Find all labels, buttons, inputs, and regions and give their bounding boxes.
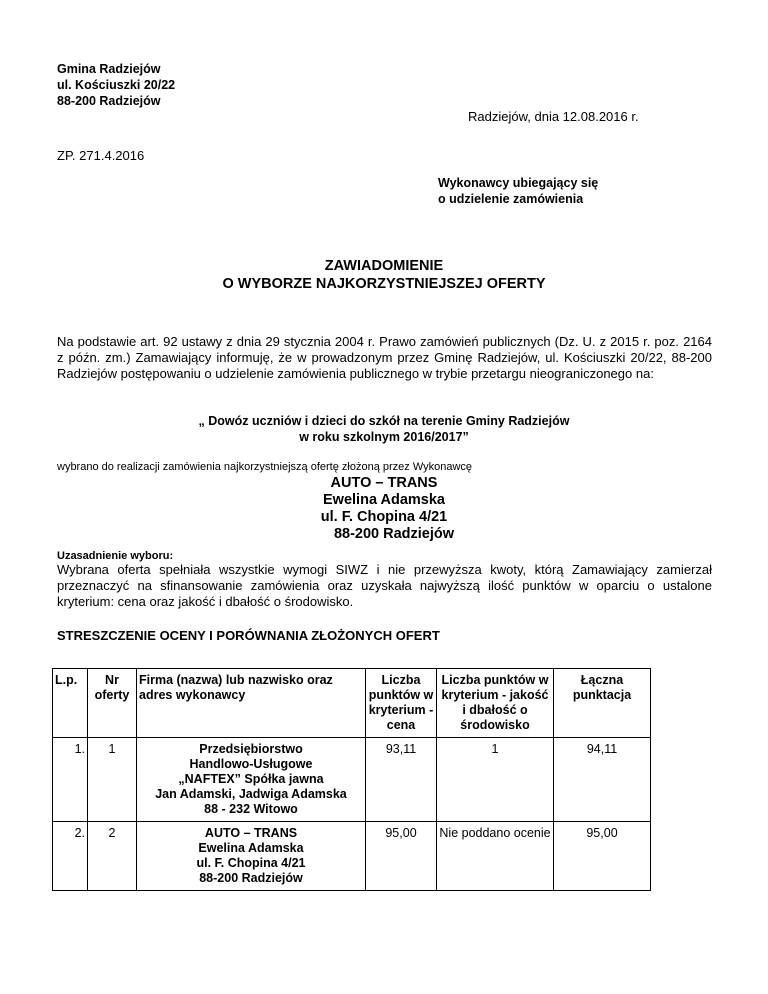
header-total-points: Łączna punktacja bbox=[554, 669, 651, 738]
sender-city: 88-200 Radziejów bbox=[57, 94, 161, 108]
title-line-1: ZAWIADOMIENIE bbox=[324, 258, 444, 274]
row-offer-number: 1 bbox=[88, 738, 137, 822]
row-price-points: 95,00 bbox=[366, 822, 437, 891]
header-price-points: Liczba punktów w kryterium - cena bbox=[366, 669, 437, 738]
winner-person: Ewelina Adamska bbox=[323, 492, 445, 508]
firm-line-3: ul. F. Chopina 4/21 bbox=[196, 856, 306, 870]
firm-line-1: Przedsiębiorstwo bbox=[199, 742, 303, 756]
row-lp: 2. bbox=[53, 822, 88, 891]
justification-text: Wybrana oferta spełniała wszystkie wymogi SIWZ i nie przewyższa kwoty, którą Zamawiający zamierzał przeznaczyć na sfinansowanie zamówienia oraz uzyskała najwyższą ilość punktów w oparciu o ustalone kryterium: cena oraz jakość i dbałość o środowisko. bbox=[57, 562, 712, 609]
header-offer-number: Nr oferty bbox=[88, 669, 137, 738]
sender-address bbox=[57, 61, 175, 109]
sender-street: ul. Kościuszki 20/22 bbox=[57, 78, 176, 92]
summary-heading: STRESZCZENIE OCENY I PORÓWNANIA ZŁOŻONYCH OFERT bbox=[57, 628, 440, 643]
winner-name: AUTO – TRANS bbox=[330, 475, 438, 491]
title-line-2: O WYBORZE NAJKORZYSTNIEJSZEJ OFERTY bbox=[222, 276, 546, 292]
winner-city: 88-200 Radziejów bbox=[333, 526, 455, 542]
offers-comparison-table bbox=[52, 668, 651, 891]
place-date: Radziejów, dnia 12.08.2016 r. bbox=[468, 109, 639, 124]
firm-line-2: Ewelina Adamska bbox=[198, 841, 304, 855]
table-header-row bbox=[53, 669, 651, 738]
sender-name: Gmina Radziejów bbox=[57, 62, 161, 76]
subject-line-1: „ Dowóz uczniów i dzieci do szkół na terenie Gminy Radziejów bbox=[198, 414, 570, 428]
row-total-points: 94,11 bbox=[554, 738, 651, 822]
firm-line-4: Jan Adamski, Jadwiga Adamska bbox=[155, 787, 347, 801]
firm-line-3: „NAFTEX” Spółka jawna bbox=[178, 772, 324, 786]
recipient-line-1: Wykonawcy ubiegający się bbox=[438, 176, 599, 190]
intro-paragraph: Na podstawie art. 92 ustawy z dnia 29 stycznia 2004 r. Prawo zamówień publicznych (Dz. U. z 2015 r. poz. 2164 z późn. zm.) Zamawiający informuję, że w prowadzonym przez Gminę Radziejów, ul. Kościuszki 20/22, 88-200 Radziejów postępowaniu o udzielenie zamówienia publicznego w trybie przetargu nieograniczonego na: bbox=[57, 334, 712, 381]
firm-line-5: 88 - 232 Witowo bbox=[204, 802, 298, 816]
justification-heading: Uzasadnienie wyboru: bbox=[57, 550, 174, 562]
table-row bbox=[53, 738, 651, 822]
recipient-line-2: o udzielenie zamówienia bbox=[438, 192, 584, 206]
document-title bbox=[0, 257, 768, 293]
header-quality-points: Liczba punktów w kryterium - jakość i dbałość o środowisko bbox=[437, 669, 554, 738]
row-firm bbox=[137, 822, 366, 891]
subject-line-2: w roku szkolnym 2016/2017” bbox=[299, 430, 469, 444]
row-firm bbox=[137, 738, 366, 822]
recipient bbox=[438, 175, 598, 207]
row-quality-points: Nie poddano ocenie bbox=[437, 822, 554, 891]
procurement-subject bbox=[0, 413, 768, 445]
table-row bbox=[53, 822, 651, 891]
header-lp: L.p. bbox=[53, 669, 88, 738]
firm-line-2: Handlowo-Usługowe bbox=[189, 757, 313, 771]
winner-contractor bbox=[0, 475, 768, 543]
row-offer-number: 2 bbox=[88, 822, 137, 891]
winner-street: ul. F. Chopina 4/21 bbox=[320, 509, 448, 525]
firm-line-4: 88-200 Radziejów bbox=[199, 871, 303, 885]
row-total-points: 95,00 bbox=[554, 822, 651, 891]
reference-number: ZP. 271.4.2016 bbox=[57, 148, 145, 163]
chosen-offer-text: wybrano do realizacji zamówienia najkorzystniejszą ofertę złożoną przez Wykonawcę bbox=[57, 461, 473, 473]
row-quality-points: 1 bbox=[437, 738, 554, 822]
firm-line-1: AUTO – TRANS bbox=[204, 826, 298, 840]
row-price-points: 93,11 bbox=[366, 738, 437, 822]
row-lp: 1. bbox=[53, 738, 88, 822]
header-firm: Firma (nazwa) lub nazwisko oraz adres wykonawcy bbox=[137, 669, 366, 738]
